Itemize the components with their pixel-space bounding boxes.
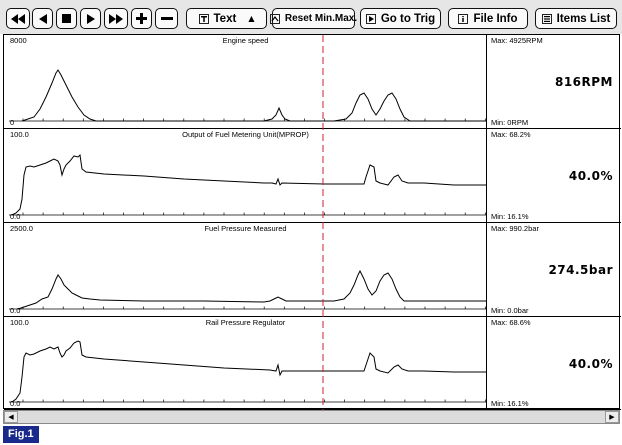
fast-forward-icon [109, 14, 123, 24]
play-button[interactable] [80, 8, 101, 29]
stats-box [487, 129, 621, 222]
trace-plot[interactable] [4, 35, 487, 128]
stop-icon [62, 14, 71, 23]
trace-graph [4, 129, 487, 223]
stats-box [487, 223, 621, 316]
file-info-label: File Info [473, 12, 518, 25]
trace-title: Engine speed [222, 36, 269, 45]
go-to-trig-button[interactable] [360, 8, 441, 29]
updown-icon: ▲ [248, 14, 255, 23]
stats-box [487, 35, 621, 128]
y-max-label: 2500.0 [10, 224, 33, 233]
time-ticks [23, 400, 485, 403]
min-value: Min: 16.1% [491, 212, 529, 221]
scroll-left-button[interactable] [4, 411, 18, 423]
trace-graph [4, 223, 487, 317]
items-list-label: Items List [556, 12, 611, 25]
time-ticks [23, 213, 485, 216]
reset-min-max-button[interactable] [272, 8, 358, 29]
max-value: Max: 68.2% [491, 130, 531, 139]
y-max-label: 100.0 [10, 318, 29, 327]
trace-graph [4, 317, 487, 410]
trace-plot[interactable] [4, 223, 487, 316]
panel-fuel-pressure [4, 223, 621, 317]
y-min-label: 0 [10, 118, 15, 127]
info-icon [458, 14, 468, 24]
figure-label: Fig.1 [3, 426, 39, 443]
time-ticks [23, 307, 485, 310]
list-icon [542, 14, 552, 24]
plot-area [3, 34, 620, 409]
current-value: 274.5bar [548, 263, 613, 277]
y-min-label: 0.0 [10, 212, 21, 221]
zoom-in-button[interactable] [131, 8, 152, 29]
min-value: Min: 0RPM [491, 118, 529, 127]
current-value: 816RPM [554, 75, 613, 89]
fast-forward-button[interactable] [104, 8, 128, 29]
toolbar [0, 0, 622, 34]
trace-plot[interactable] [4, 129, 487, 222]
stats-box [487, 317, 621, 409]
y-min-label: 0.0 [10, 399, 21, 408]
stop-button[interactable] [56, 8, 77, 29]
horizontal-scrollbar[interactable] [3, 410, 620, 424]
minus-icon [161, 17, 173, 20]
max-value: Max: 4925RPM [491, 36, 543, 45]
step-back-button[interactable] [32, 8, 53, 29]
panel-engine-speed [4, 35, 621, 129]
trace-plot[interactable] [4, 317, 487, 409]
max-value: Max: 990.2bar [491, 224, 539, 233]
min-value: Min: 0.0bar [491, 306, 529, 315]
step-back-icon [39, 14, 47, 24]
text-mode-label: Text [213, 12, 237, 25]
zoom-out-button[interactable] [155, 8, 178, 29]
panel-fuel-metering-unit [4, 129, 621, 223]
items-list-button[interactable] [535, 8, 617, 29]
text-icon [199, 14, 209, 24]
arrow-left-icon: ◀ [8, 413, 14, 421]
play-icon [87, 14, 95, 24]
rewind-button[interactable] [6, 8, 30, 29]
y-min-label: 0.0 [10, 306, 21, 315]
y-max-label: 8000 [10, 36, 27, 45]
signal-trace [12, 155, 487, 215]
rewind-icon [11, 14, 25, 24]
arrow-right-icon [366, 14, 376, 24]
current-value: 40.0% [568, 169, 613, 183]
current-value: 40.0% [568, 357, 613, 371]
trace-title: Fuel Pressure Measured [204, 224, 287, 233]
trace-graph [4, 35, 487, 129]
plus-icon [136, 13, 147, 24]
signal-trace [18, 271, 487, 309]
scroll-right-button[interactable] [605, 411, 619, 423]
file-info-button[interactable] [448, 8, 528, 29]
reset-icon [270, 14, 280, 24]
max-value: Max: 68.6% [491, 318, 531, 327]
signal-trace [12, 341, 487, 402]
reset-min-max-label: Reset Min.Max. [284, 13, 358, 24]
text-mode-select[interactable] [186, 8, 267, 29]
y-max-label: 100.0 [10, 130, 29, 139]
signal-trace [22, 70, 487, 121]
panel-rail-pressure-regulator [4, 317, 621, 410]
trace-title: Rail Pressure Regulator [205, 318, 286, 327]
go-to-trig-label: Go to Trig [380, 12, 436, 25]
min-value: Min: 16.1% [491, 399, 529, 408]
arrow-right-icon: ▶ [609, 413, 615, 421]
trace-title: Output of Fuel Metering Unit(MPROP) [182, 130, 309, 139]
